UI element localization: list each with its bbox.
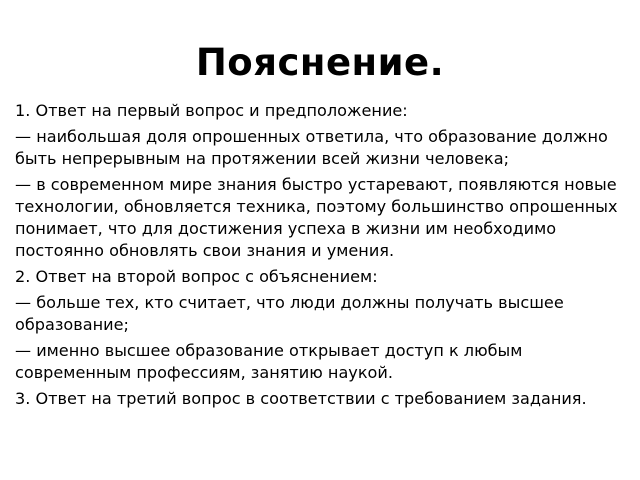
answer-1-point-2: — в современном мире знания быстро устаревают, появляются новые технологии, обновляется техника, поэтому большинство опрошенных понимает, что для достижения успеха в жизни им необходимо постоянно обновлять свои знания и умения.: [15, 175, 618, 260]
answer-1-heading: 1. Ответ на первый вопрос и предположение:: [15, 101, 408, 120]
answer-2-point-2: — именно высшее образование открывает доступ к любым современным профессиям, занятию наукой.: [15, 341, 523, 382]
slide-title: Пояснение.: [195, 41, 445, 84]
answer-2-heading: 2. Ответ на второй вопрос с объяснением:: [15, 267, 378, 286]
answer-2-point-1: — больше тех, кто считает, что люди должны получать высшее образование;: [15, 293, 564, 334]
answer-1-point-1: — наибольшая доля опрошенных ответила, что образование должно быть непрерывным на протяжении всей жизни человека;: [15, 127, 608, 168]
slide-body: [15, 100, 629, 414]
answer-3-heading: 3. Ответ на третий вопрос в соответствии с требованием задания.: [15, 389, 587, 408]
